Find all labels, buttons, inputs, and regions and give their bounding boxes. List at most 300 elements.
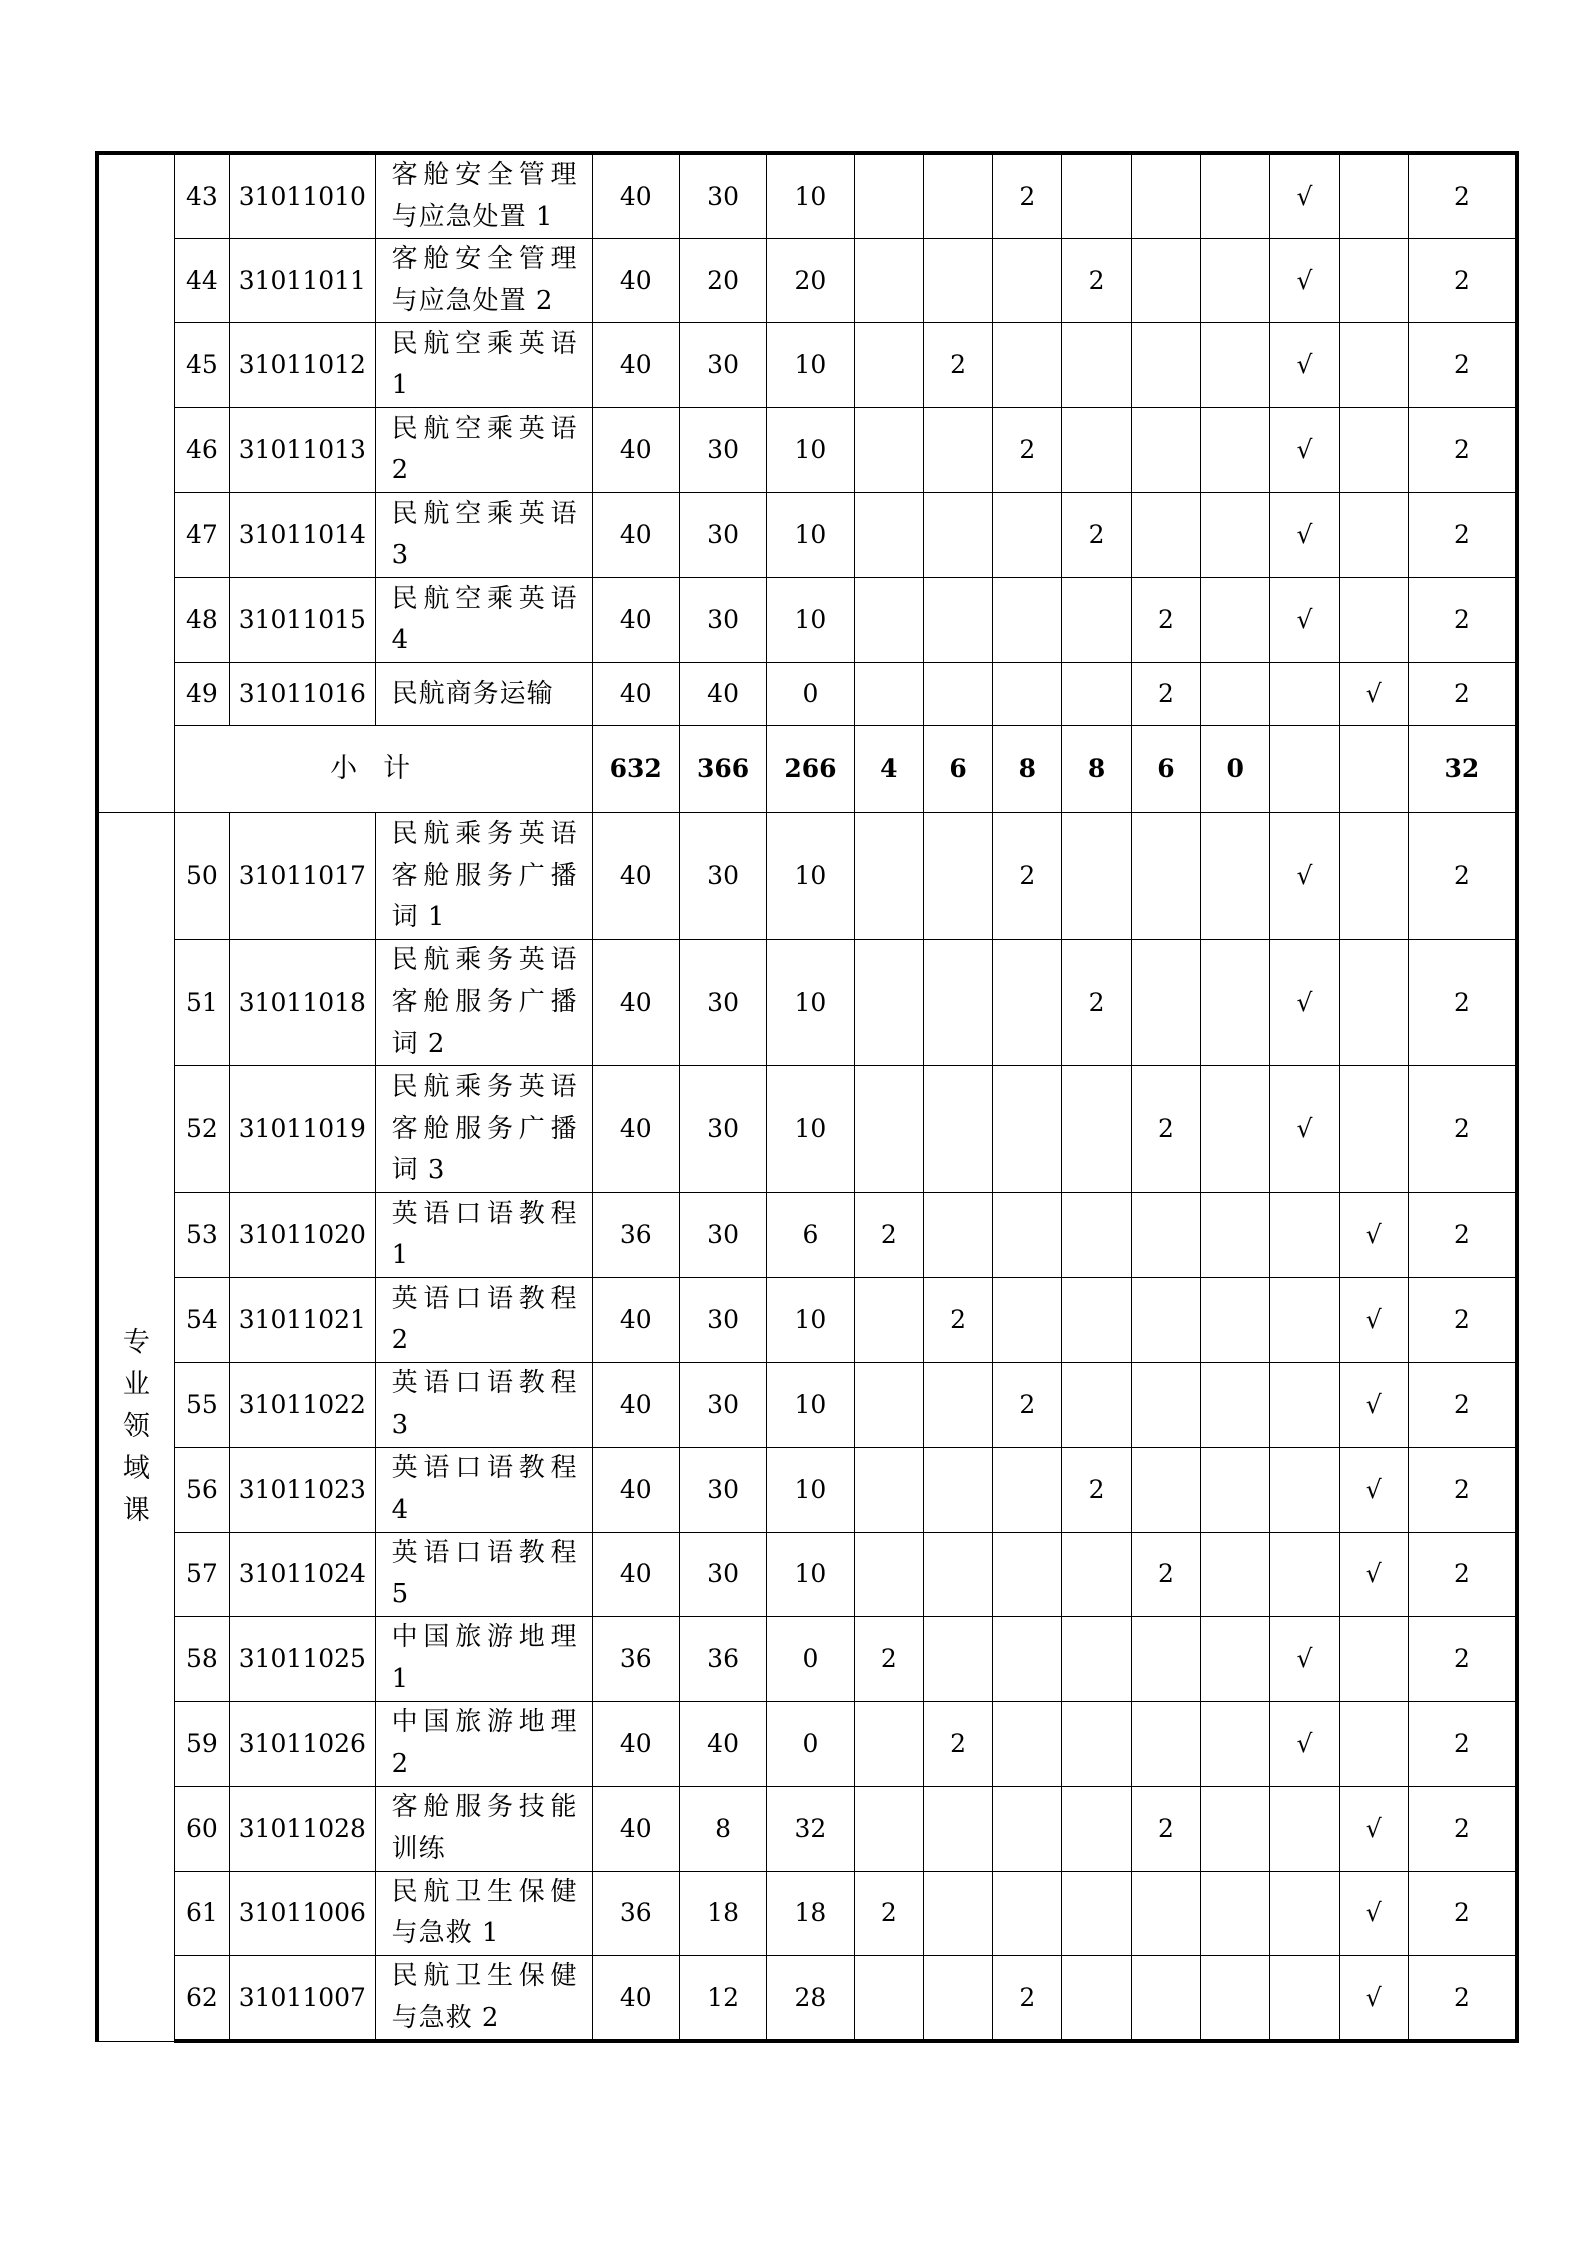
semester-4-hours: [1062, 813, 1131, 940]
semester-2-hours: [923, 1532, 992, 1616]
semester-5-hours: 2: [1131, 1532, 1200, 1616]
total-hours: 40: [592, 1786, 679, 1871]
course-code: 31011019: [230, 1066, 376, 1193]
assessment-mark: [1339, 323, 1408, 408]
course-code: 31011015: [230, 578, 376, 663]
semester-3-hours: [993, 323, 1062, 408]
semester-1-hours: 2: [854, 1871, 923, 1955]
semester-5-hours: [1131, 1955, 1200, 2041]
exam-mark: [1270, 1786, 1339, 1871]
course-name: [375, 1532, 592, 1616]
subtotal-total-hours: 632: [592, 726, 679, 813]
practice-hours: 10: [767, 940, 854, 1066]
subtotal-semester-6-hours: 0: [1201, 726, 1270, 813]
semester-3-hours: [993, 1532, 1062, 1616]
course-name-line: 民航卫生保健: [391, 1876, 578, 1907]
table-row: [97, 578, 1517, 663]
exam-mark: [1270, 1193, 1339, 1278]
category-char: 领: [122, 1411, 150, 1443]
course-code: 31011025: [230, 1616, 376, 1701]
semester-5-hours: [1131, 1871, 1200, 1955]
semester-4-hours: 2: [1062, 940, 1131, 1066]
theory-hours: 30: [679, 1193, 766, 1278]
course-name-line: 1: [391, 1663, 410, 1694]
semester-4-hours: [1062, 1786, 1131, 1871]
semester-4-hours: [1062, 408, 1131, 493]
semester-1-hours: [854, 1363, 923, 1447]
semester-5-hours: [1131, 813, 1200, 940]
course-name-line: 与应急处置 2: [391, 285, 554, 316]
table-row: [97, 663, 1517, 726]
credits: 2: [1408, 323, 1517, 408]
course-name-line: 英语口语教程: [391, 1198, 578, 1229]
table-row: [97, 153, 1517, 239]
course-name-line: 5: [391, 1579, 410, 1610]
course-number: 44: [174, 239, 229, 323]
assessment-mark: [1339, 1701, 1408, 1786]
course-name: [375, 578, 592, 663]
semester-1-hours: [854, 578, 923, 663]
subtotal-label: 小计: [174, 726, 592, 813]
semester-3-hours: [993, 1701, 1062, 1786]
semester-6-hours: [1201, 663, 1270, 726]
semester-2-hours: 2: [923, 323, 992, 408]
theory-hours: 30: [679, 408, 766, 493]
semester-3-hours: 2: [993, 813, 1062, 940]
total-hours: 40: [592, 663, 679, 726]
semester-6-hours: [1201, 1701, 1270, 1786]
course-name-line: 民航乘务英语: [391, 945, 578, 976]
total-hours: 40: [592, 1066, 679, 1193]
table-row: [97, 1786, 1517, 1871]
table-row: [97, 1532, 1517, 1616]
exam-mark: √: [1270, 239, 1339, 323]
theory-hours: 30: [679, 1532, 766, 1616]
course-name-line: 3: [391, 1409, 410, 1440]
semester-5-hours: [1131, 1193, 1200, 1278]
table-row: [97, 493, 1517, 578]
semester-5-hours: [1131, 323, 1200, 408]
semester-6-hours: [1201, 940, 1270, 1066]
course-name: [375, 1701, 592, 1786]
course-name-line: 与应急处置 1: [391, 201, 554, 232]
semester-6-hours: [1201, 153, 1270, 239]
theory-hours: 30: [679, 578, 766, 663]
semester-3-hours: [993, 578, 1062, 663]
exam-mark: √: [1270, 153, 1339, 239]
course-name-line: 中国旅游地理: [391, 1622, 578, 1653]
semester-3-hours: [993, 1447, 1062, 1532]
course-name-line: 民航卫生保健: [391, 1960, 578, 1991]
semester-1-hours: [854, 663, 923, 726]
theory-hours: 20: [679, 239, 766, 323]
semester-3-hours: 2: [993, 408, 1062, 493]
semester-4-hours: [1062, 1871, 1131, 1955]
course-name-line: 英语口语教程: [391, 1283, 578, 1314]
assessment-mark: √: [1339, 1278, 1408, 1363]
semester-4-hours: [1062, 323, 1131, 408]
semester-1-hours: [854, 813, 923, 940]
semester-3-hours: [993, 239, 1062, 323]
course-name-line: 客舱服务广播: [391, 860, 578, 891]
subtotal-semester-5-hours: 6: [1131, 726, 1200, 813]
credits: 2: [1408, 813, 1517, 940]
course-name-line: 词 2: [391, 1028, 446, 1059]
course-code: 31011011: [230, 239, 376, 323]
subtotal-theory-hours: 366: [679, 726, 766, 813]
total-hours: 40: [592, 408, 679, 493]
subtotal-assessment-mark: [1339, 726, 1408, 813]
total-hours: 40: [592, 1278, 679, 1363]
course-name-line: 与急救 2: [391, 2002, 500, 2033]
semester-4-hours: [1062, 153, 1131, 239]
course-number: 49: [174, 663, 229, 726]
credits: 2: [1408, 1363, 1517, 1447]
course-name-line: 民航商务运输: [391, 678, 554, 709]
course-name: [375, 153, 592, 239]
semester-2-hours: [923, 940, 992, 1066]
semester-4-hours: [1062, 1701, 1131, 1786]
subtotal-semester-3-hours: 8: [993, 726, 1062, 813]
semester-4-hours: 2: [1062, 239, 1131, 323]
credits: 2: [1408, 663, 1517, 726]
semester-6-hours: [1201, 239, 1270, 323]
assessment-mark: √: [1339, 1363, 1408, 1447]
semester-3-hours: 2: [993, 1363, 1062, 1447]
total-hours: 40: [592, 578, 679, 663]
exam-mark: √: [1270, 1616, 1339, 1701]
category-char: 专: [122, 1327, 150, 1359]
table-row: [97, 1447, 1517, 1532]
table-row: [97, 1871, 1517, 1955]
assessment-mark: [1339, 1616, 1408, 1701]
course-name-line: 民航空乘英语: [391, 328, 578, 359]
course-number: 52: [174, 1066, 229, 1193]
credits: 2: [1408, 1616, 1517, 1701]
semester-2-hours: [923, 1871, 992, 1955]
table-row: [97, 813, 1517, 940]
semester-2-hours: [923, 663, 992, 726]
semester-6-hours: [1201, 1871, 1270, 1955]
assessment-mark: √: [1339, 663, 1408, 726]
table-row: [97, 1278, 1517, 1363]
semester-5-hours: [1131, 1447, 1200, 1532]
theory-hours: 40: [679, 1701, 766, 1786]
course-name-line: 1: [391, 1240, 410, 1271]
semester-3-hours: [993, 493, 1062, 578]
semester-3-hours: [993, 1786, 1062, 1871]
theory-hours: 30: [679, 323, 766, 408]
table-row: [97, 239, 1517, 323]
semester-1-hours: [854, 408, 923, 493]
course-code: 31011028: [230, 1786, 376, 1871]
credits: 2: [1408, 493, 1517, 578]
practice-hours: 10: [767, 493, 854, 578]
semester-2-hours: [923, 408, 992, 493]
semester-1-hours: [854, 323, 923, 408]
subtotal-semester-1-hours: 4: [854, 726, 923, 813]
category-cell-continued: [97, 153, 174, 813]
course-code: 31011023: [230, 1447, 376, 1532]
semester-5-hours: [1131, 408, 1200, 493]
semester-3-hours: [993, 1278, 1062, 1363]
practice-hours: 10: [767, 1278, 854, 1363]
course-name-line: 民航空乘英语: [391, 498, 578, 529]
theory-hours: 30: [679, 813, 766, 940]
category-label: [97, 813, 174, 2041]
exam-mark: √: [1270, 578, 1339, 663]
semester-5-hours: 2: [1131, 1786, 1200, 1871]
theory-hours: 18: [679, 1871, 766, 1955]
exam-mark: [1270, 1447, 1339, 1532]
semester-3-hours: [993, 1193, 1062, 1278]
semester-4-hours: [1062, 1532, 1131, 1616]
table-row: [97, 408, 1517, 493]
semester-4-hours: [1062, 663, 1131, 726]
course-number: 51: [174, 940, 229, 1066]
credits: 2: [1408, 239, 1517, 323]
category-char: 课: [122, 1494, 150, 1526]
course-name: [375, 813, 592, 940]
semester-6-hours: [1201, 323, 1270, 408]
total-hours: 40: [592, 813, 679, 940]
course-code: 31011016: [230, 663, 376, 726]
course-name-line: 客舱服务技能: [391, 1792, 578, 1823]
subtotal-exam-mark: [1270, 726, 1339, 813]
course-code: 31011020: [230, 1193, 376, 1278]
practice-hours: 10: [767, 1532, 854, 1616]
practice-hours: 6: [767, 1193, 854, 1278]
course-number: 48: [174, 578, 229, 663]
semester-4-hours: [1062, 1363, 1131, 1447]
semester-2-hours: [923, 1786, 992, 1871]
table-row: [97, 1955, 1517, 2041]
total-hours: 36: [592, 1193, 679, 1278]
assessment-mark: [1339, 239, 1408, 323]
table-row: [97, 1616, 1517, 1701]
practice-hours: 18: [767, 1871, 854, 1955]
total-hours: 40: [592, 940, 679, 1066]
credits: 2: [1408, 1701, 1517, 1786]
semester-3-hours: [993, 1871, 1062, 1955]
assessment-mark: √: [1339, 1955, 1408, 2041]
assessment-mark: √: [1339, 1786, 1408, 1871]
course-name-line: 与急救 1: [391, 1918, 500, 1949]
table-row: [97, 940, 1517, 1066]
semester-2-hours: [923, 578, 992, 663]
course-number: 60: [174, 1786, 229, 1871]
semester-1-hours: [854, 1701, 923, 1786]
course-name-line: 英语口语教程: [391, 1452, 578, 1483]
exam-mark: √: [1270, 408, 1339, 493]
assessment-mark: [1339, 578, 1408, 663]
category-char: 域: [122, 1452, 150, 1484]
semester-6-hours: [1201, 1616, 1270, 1701]
credits: 2: [1408, 1532, 1517, 1616]
semester-2-hours: [923, 1447, 992, 1532]
semester-3-hours: 2: [993, 153, 1062, 239]
semester-5-hours: [1131, 1616, 1200, 1701]
theory-hours: 30: [679, 1447, 766, 1532]
semester-5-hours: 2: [1131, 578, 1200, 663]
course-number: 56: [174, 1447, 229, 1532]
semester-6-hours: [1201, 1532, 1270, 1616]
exam-mark: √: [1270, 940, 1339, 1066]
course-name: [375, 323, 592, 408]
credits: 2: [1408, 1955, 1517, 2041]
course-code: 31011022: [230, 1363, 376, 1447]
credits: 2: [1408, 1066, 1517, 1193]
exam-mark: [1270, 1278, 1339, 1363]
assessment-mark: √: [1339, 1871, 1408, 1955]
semester-5-hours: 2: [1131, 1066, 1200, 1193]
theory-hours: 36: [679, 1616, 766, 1701]
exam-mark: √: [1270, 1701, 1339, 1786]
subtotal-semester-4-hours: 8: [1062, 726, 1131, 813]
course-name-line: 2: [391, 1748, 410, 1779]
semester-6-hours: [1201, 1955, 1270, 2041]
total-hours: 40: [592, 1363, 679, 1447]
theory-hours: 30: [679, 493, 766, 578]
semester-6-hours: [1201, 1278, 1270, 1363]
semester-6-hours: [1201, 1786, 1270, 1871]
course-code: 31011021: [230, 1278, 376, 1363]
semester-1-hours: [854, 1955, 923, 2041]
course-name-line: 客舱安全管理: [391, 244, 578, 275]
semester-1-hours: [854, 1066, 923, 1193]
total-hours: 36: [592, 1871, 679, 1955]
course-name: [375, 663, 592, 726]
semester-6-hours: [1201, 578, 1270, 663]
practice-hours: 10: [767, 1447, 854, 1532]
practice-hours: 10: [767, 813, 854, 940]
total-hours: 40: [592, 1447, 679, 1532]
semester-2-hours: [923, 813, 992, 940]
course-name: [375, 239, 592, 323]
table-row: [97, 1363, 1517, 1447]
exam-mark: [1270, 663, 1339, 726]
course-name: [375, 1278, 592, 1363]
assessment-mark: [1339, 408, 1408, 493]
course-name-line: 训练: [391, 1833, 446, 1864]
semester-5-hours: 2: [1131, 663, 1200, 726]
course-name-line: 2: [391, 455, 410, 486]
course-name-line: 民航乘务英语: [391, 818, 578, 849]
semester-6-hours: [1201, 1363, 1270, 1447]
course-name-line: 英语口语教程: [391, 1368, 578, 1399]
course-name: [375, 940, 592, 1066]
semester-4-hours: 2: [1062, 1447, 1131, 1532]
credits: 2: [1408, 578, 1517, 663]
theory-hours: 8: [679, 1786, 766, 1871]
table-body: [97, 153, 1517, 2041]
semester-4-hours: [1062, 1955, 1131, 2041]
semester-6-hours: [1201, 408, 1270, 493]
course-name-line: 3: [391, 540, 410, 571]
assessment-mark: [1339, 493, 1408, 578]
assessment-mark: [1339, 813, 1408, 940]
exam-mark: [1270, 1871, 1339, 1955]
course-number: 43: [174, 153, 229, 239]
course-number: 45: [174, 323, 229, 408]
exam-mark: √: [1270, 1066, 1339, 1193]
semester-3-hours: 2: [993, 1955, 1062, 2041]
semester-4-hours: [1062, 578, 1131, 663]
total-hours: 40: [592, 1532, 679, 1616]
course-number: 58: [174, 1616, 229, 1701]
total-hours: 40: [592, 1955, 679, 2041]
credits: 2: [1408, 1447, 1517, 1532]
semester-2-hours: 2: [923, 1701, 992, 1786]
semester-3-hours: [993, 663, 1062, 726]
credits: 2: [1408, 153, 1517, 239]
semester-1-hours: [854, 239, 923, 323]
semester-2-hours: [923, 1616, 992, 1701]
course-name: [375, 1193, 592, 1278]
course-code: 31011007: [230, 1955, 376, 2041]
semester-1-hours: [854, 1278, 923, 1363]
semester-2-hours: [923, 1066, 992, 1193]
semester-2-hours: [923, 153, 992, 239]
course-number: 62: [174, 1955, 229, 2041]
total-hours: 40: [592, 153, 679, 239]
semester-1-hours: [854, 1532, 923, 1616]
assessment-mark: [1339, 940, 1408, 1066]
semester-5-hours: [1131, 1363, 1200, 1447]
semester-4-hours: [1062, 1066, 1131, 1193]
exam-mark: [1270, 1532, 1339, 1616]
exam-mark: [1270, 1955, 1339, 2041]
course-name-line: 民航乘务英语: [391, 1071, 578, 1102]
practice-hours: 20: [767, 239, 854, 323]
semester-1-hours: 2: [854, 1193, 923, 1278]
course-number: 50: [174, 813, 229, 940]
theory-hours: 30: [679, 153, 766, 239]
semester-5-hours: [1131, 940, 1200, 1066]
practice-hours: 10: [767, 1363, 854, 1447]
credits: 2: [1408, 1193, 1517, 1278]
course-code: 31011013: [230, 408, 376, 493]
course-name: [375, 1447, 592, 1532]
table-row: [97, 1066, 1517, 1193]
semester-6-hours: [1201, 1447, 1270, 1532]
course-name-line: 中国旅游地理: [391, 1707, 578, 1738]
total-hours: 36: [592, 1616, 679, 1701]
practice-hours: 28: [767, 1955, 854, 2041]
course-number: 47: [174, 493, 229, 578]
subtotal-practice-hours: 266: [767, 726, 854, 813]
table-row: [97, 1193, 1517, 1278]
semester-1-hours: [854, 153, 923, 239]
exam-mark: √: [1270, 813, 1339, 940]
total-hours: 40: [592, 1701, 679, 1786]
category-char: 业: [122, 1369, 150, 1401]
semester-3-hours: [993, 1616, 1062, 1701]
semester-2-hours: 2: [923, 1278, 992, 1363]
course-name-line: 2: [391, 1325, 410, 1356]
subtotal-semester-2-hours: 6: [923, 726, 992, 813]
semester-6-hours: [1201, 813, 1270, 940]
course-name-line: 1: [391, 370, 410, 401]
course-name-line: 客舱服务广播: [391, 1113, 578, 1144]
theory-hours: 12: [679, 1955, 766, 2041]
exam-mark: √: [1270, 323, 1339, 408]
assessment-mark: √: [1339, 1532, 1408, 1616]
assessment-mark: √: [1339, 1193, 1408, 1278]
course-name-line: 英语口语教程: [391, 1537, 578, 1568]
course-number: 53: [174, 1193, 229, 1278]
course-number: 54: [174, 1278, 229, 1363]
